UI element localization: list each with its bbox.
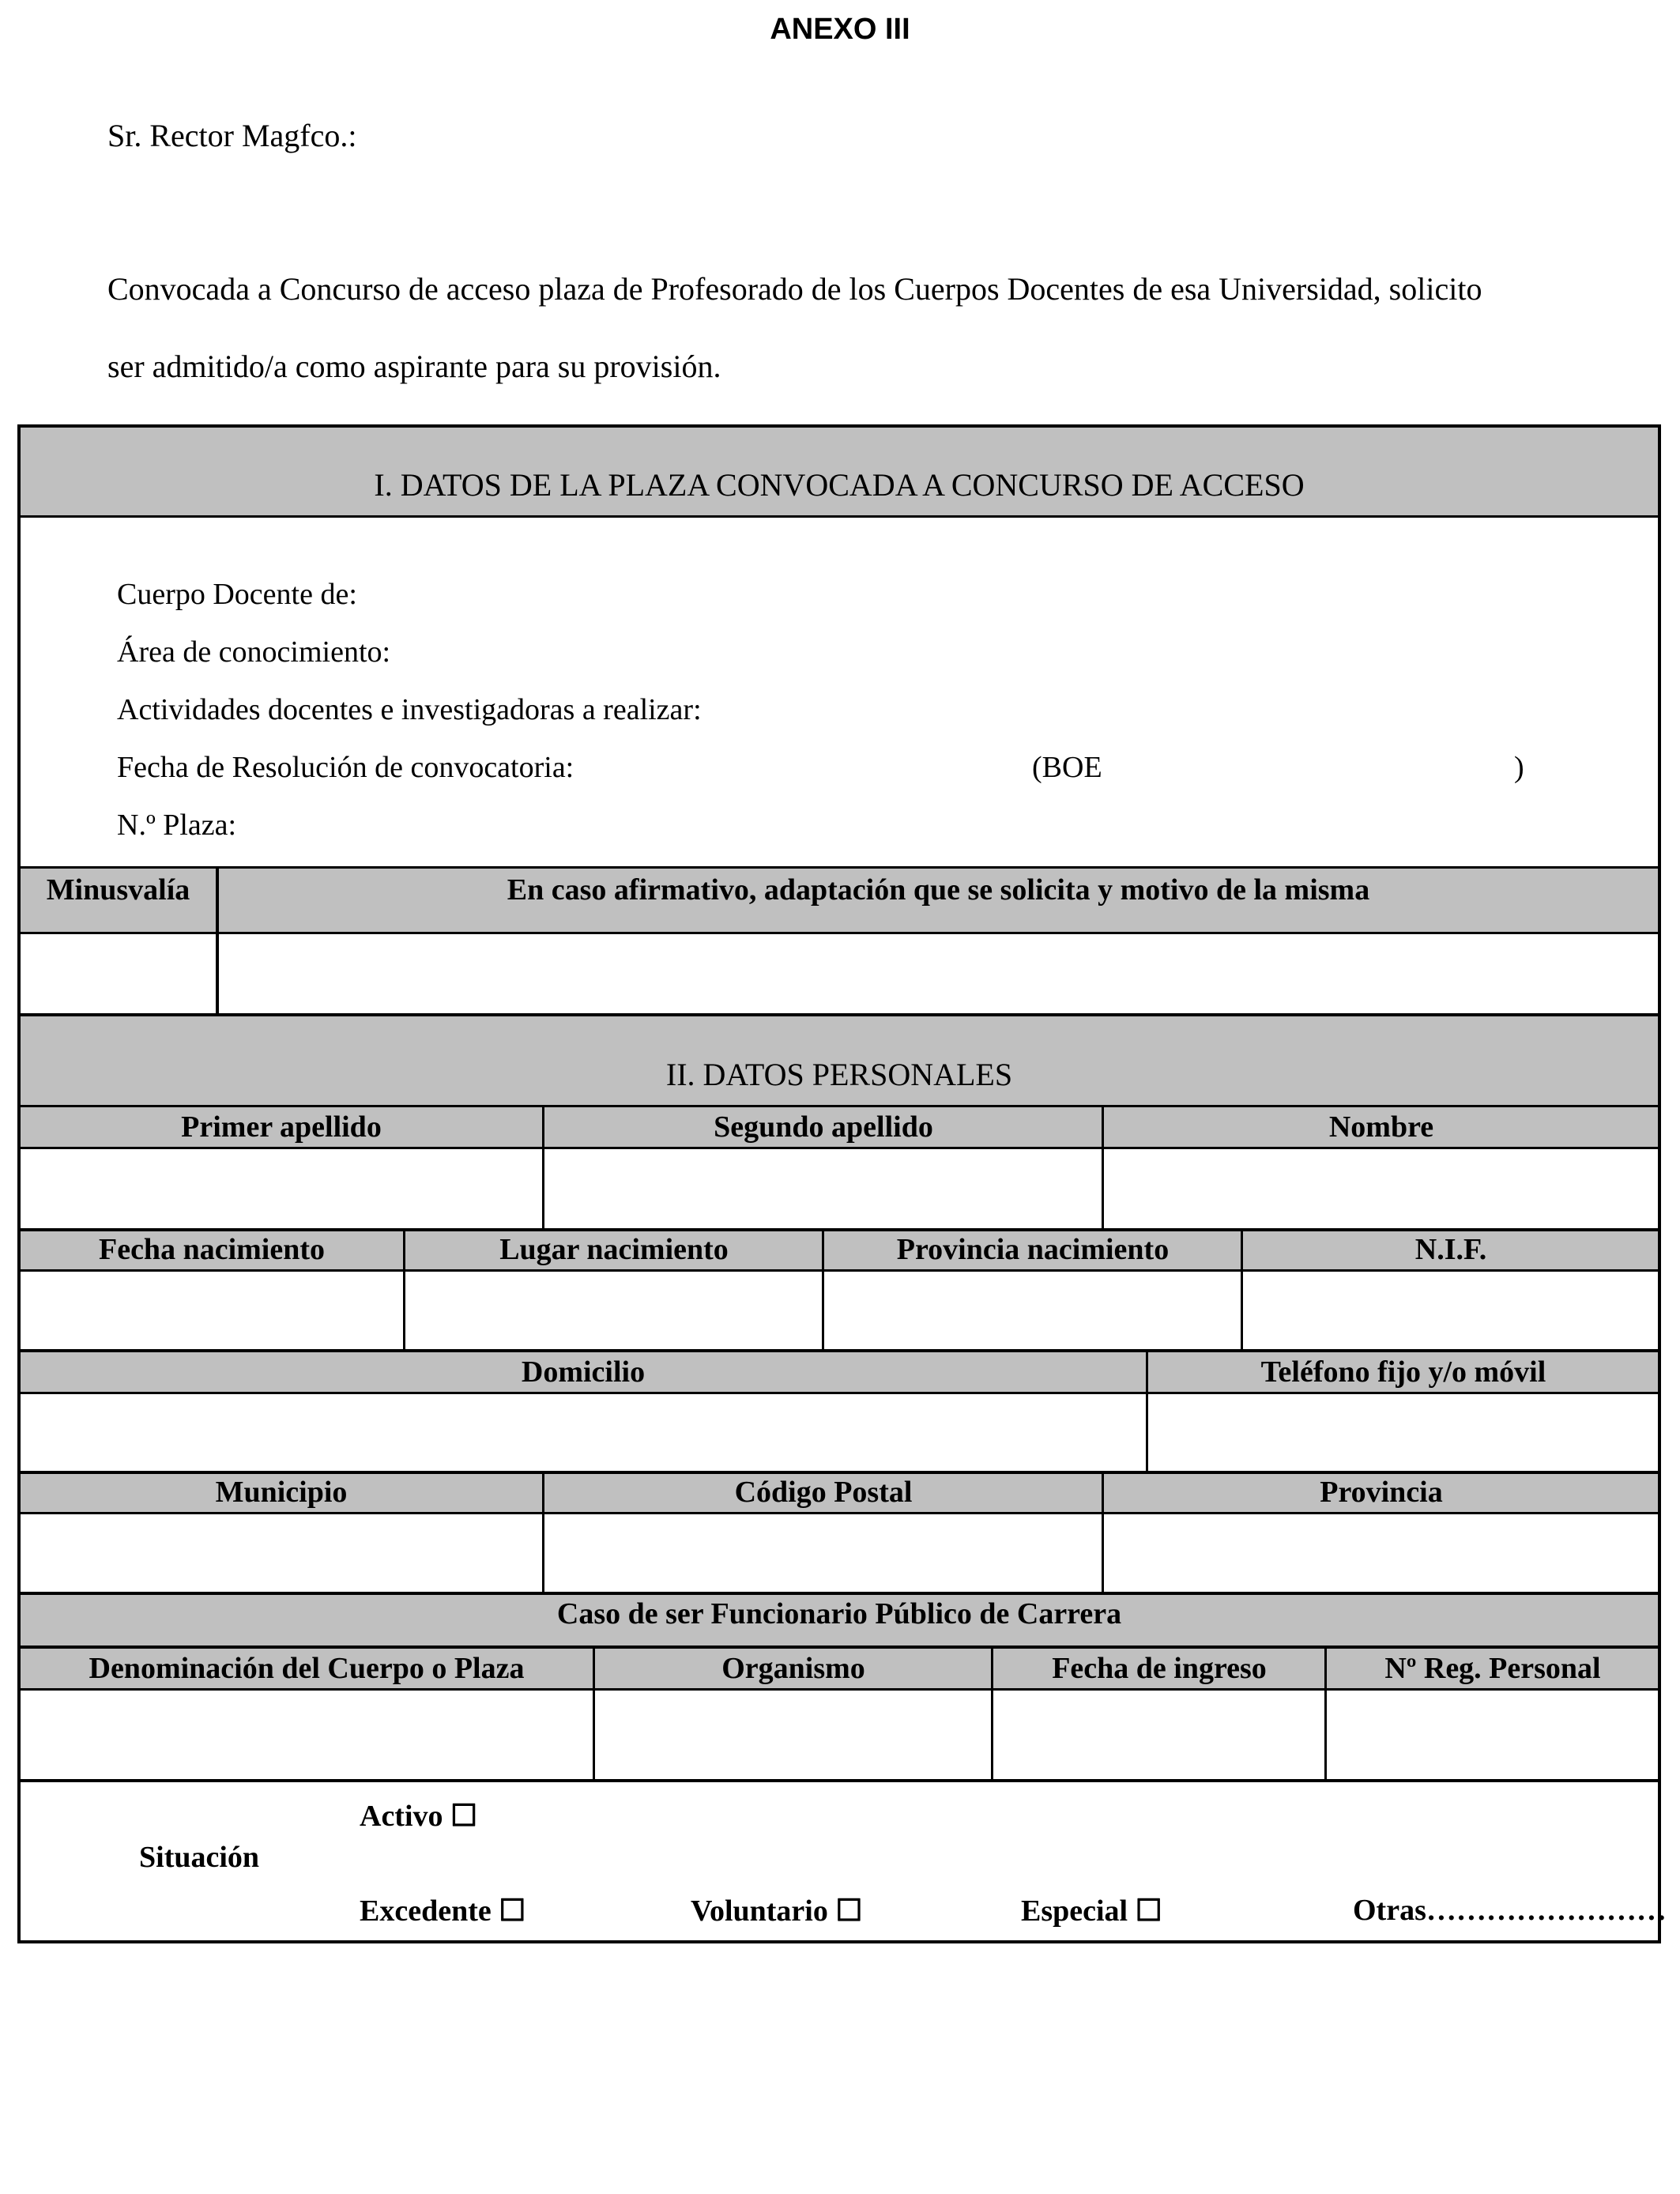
header-domicilio: Domicilio (521, 1355, 646, 1389)
salutation: Sr. Rector Magfco.: (107, 118, 357, 153)
section1-title: I. DATOS DE LA PLAZA CONVOCADA A CONCURSO DE ACCESO (374, 467, 1305, 503)
section2-title: II. DATOS PERSONALES (665, 1057, 1013, 1092)
especial-checkbox[interactable]: Especial ☐ (1021, 1894, 1162, 1928)
header-organismo: Organismo (721, 1652, 865, 1685)
codigo-postal-input[interactable] (545, 1515, 1102, 1591)
header-fecha-ingreso: Fecha de ingreso (1052, 1652, 1267, 1685)
primer-apellido-input[interactable] (21, 1150, 542, 1227)
divider (1146, 1349, 1148, 1472)
header-fecha-nacimiento: Fecha nacimiento (98, 1233, 325, 1266)
divider (542, 1105, 544, 1229)
field-fecha-resolucion: Fecha de Resolución de convocatoria: (117, 751, 574, 784)
provincia-input[interactable] (1105, 1515, 1658, 1591)
header-funcionario: Caso de ser Funcionario Público de Carrera (556, 1597, 1122, 1630)
reg-personal-input[interactable] (1328, 1691, 1658, 1778)
header-primer-apellido: Primer apellido (181, 1110, 382, 1144)
document-title: ANEXO III (770, 13, 910, 46)
header-provincia-nacimiento: Provincia nacimiento (896, 1233, 1170, 1266)
otras-field[interactable]: Otras…………………… (1353, 1894, 1667, 1927)
minusvalia-input[interactable] (21, 935, 216, 1012)
divider (822, 1228, 824, 1350)
divider (17, 1779, 1661, 1782)
divider (991, 1646, 993, 1780)
divider (1102, 1105, 1104, 1229)
field-area-conocimiento: Área de conocimiento: (117, 635, 391, 669)
telefono-input[interactable] (1149, 1395, 1658, 1470)
divider (17, 515, 1661, 518)
voluntario-checkbox[interactable]: Voluntario ☐ (691, 1894, 863, 1928)
header-telefono: Teléfono fijo y/o móvil (1260, 1355, 1546, 1389)
divider (17, 1392, 1661, 1394)
nombre-input[interactable] (1105, 1150, 1658, 1227)
denominacion-input[interactable] (21, 1691, 593, 1778)
activo-checkbox[interactable]: Activo ☐ (360, 1800, 478, 1833)
header-denominacion: Denominación del Cuerpo o Plaza (89, 1652, 525, 1685)
divider (17, 1147, 1661, 1149)
municipio-input[interactable] (21, 1515, 542, 1591)
field-actividades: Actividades docentes e investigadoras a realizar: (117, 693, 702, 726)
intro-line-1: Convocada a Concurso de acceso plaza de Profesorado de los Cuerpos Docentes de esa Universidad, solicito (107, 271, 1482, 307)
lugar-nacimiento-input[interactable] (406, 1272, 822, 1348)
header-municipio: Municipio (215, 1476, 348, 1509)
header-lugar-nacimiento: Lugar nacimiento (499, 1233, 729, 1266)
divider (17, 1512, 1661, 1514)
divider (17, 932, 1661, 934)
field-cuerpo-docente: Cuerpo Docente de: (117, 578, 357, 611)
divider (403, 1228, 405, 1350)
fecha-nacimiento-input[interactable] (21, 1272, 403, 1348)
header-reg-personal: Nº Reg. Personal (1384, 1652, 1601, 1685)
divider (17, 1269, 1661, 1272)
divider (542, 1471, 544, 1593)
excedente-checkbox[interactable]: Excedente ☐ (360, 1894, 526, 1928)
fecha-ingreso-input[interactable] (994, 1691, 1324, 1778)
segundo-apellido-input[interactable] (545, 1150, 1102, 1227)
nif-input[interactable] (1244, 1272, 1658, 1348)
divider (17, 1688, 1661, 1691)
divider (1324, 1646, 1327, 1780)
header-nombre: Nombre (1328, 1110, 1434, 1144)
header-provincia: Provincia (1320, 1476, 1443, 1509)
provincia-nacimiento-input[interactable] (825, 1272, 1241, 1348)
boe-open: (BOE (1032, 751, 1102, 784)
divider (1241, 1228, 1243, 1350)
field-n-plaza: N.º Plaza: (117, 809, 237, 842)
header-segundo-apellido: Segundo apellido (714, 1110, 933, 1144)
header-adaptacion: En caso afirmativo, adaptación que se solicita y motivo de la misma (507, 873, 1370, 907)
header-codigo-postal: Código Postal (734, 1476, 913, 1509)
boe-close: ) (1514, 751, 1524, 784)
divider (1102, 1471, 1104, 1593)
intro-line-2: ser admitido/a como aspirante para su provisión. (107, 349, 721, 384)
header-nif: N.I.F. (1414, 1233, 1487, 1266)
domicilio-input[interactable] (21, 1395, 1146, 1470)
organismo-input[interactable] (596, 1691, 991, 1778)
header-minusvalia: Minusvalía (46, 873, 190, 907)
situacion-label: Situación (139, 1841, 260, 1874)
adaptacion-input[interactable] (219, 935, 1658, 1012)
divider (593, 1646, 595, 1780)
